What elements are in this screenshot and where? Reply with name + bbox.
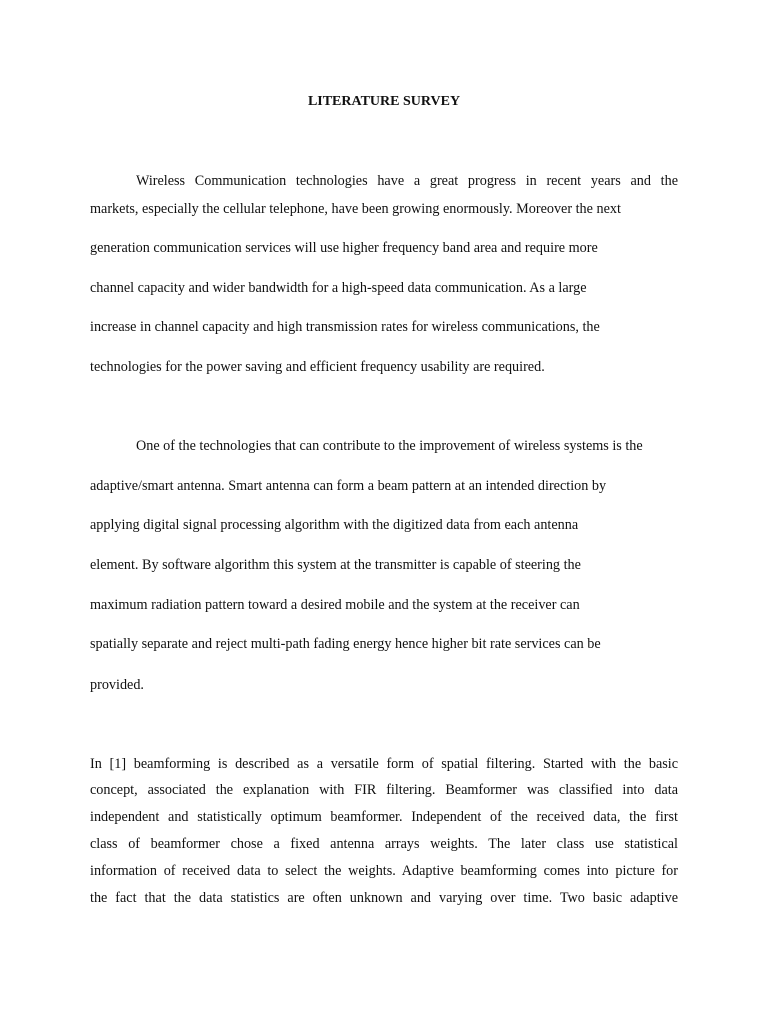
- paragraph-line: increase in channel capacity and high transmission rates for wireless communications, the: [90, 319, 600, 335]
- paragraph-line: information of received data to select the weights. Adaptive beamforming comes into picture for: [90, 863, 678, 879]
- paragraph-line: the fact that the data statistics are often unknown and varying over time. Two basic adaptive: [90, 890, 678, 906]
- paragraph-line: applying digital signal processing algorithm with the digitized data from each antenna: [90, 517, 579, 533]
- paragraph-line: Wireless Communication technologies have a great progress in recent years and the: [136, 173, 678, 189]
- paragraph-line: markets, especially the cellular telephone, have been growing enormously. Moreover the next: [90, 201, 621, 217]
- paragraph-line: independent and statistically optimum beamformer. Independent of the received data, the first: [90, 809, 678, 825]
- paragraph-line: class of beamformer chose a fixed antenna arrays weights. The later class use statistical: [90, 836, 678, 852]
- paragraph-line: generation communication services will use higher frequency band area and require more: [90, 240, 598, 256]
- paragraph-line: adaptive/smart antenna. Smart antenna can form a beam pattern at an intended direction by: [90, 478, 607, 494]
- paragraph-line: In [1] beamforming is described as a versatile form of spatial filtering. Started with the basic: [90, 756, 678, 772]
- paragraph-line: provided.: [90, 677, 144, 693]
- paragraph-line: element. By software algorithm this system at the transmitter is capable of steering the: [90, 557, 581, 573]
- paragraph-line: maximum radiation pattern toward a desired mobile and the system at the receiver can: [90, 597, 580, 613]
- paragraph-line: One of the technologies that can contribute to the improvement of wireless systems is the: [136, 438, 643, 454]
- page-title: LITERATURE SURVEY: [307, 94, 461, 109]
- paragraph-line: concept, associated the explanation with FIR filtering. Beamformer was classified into data: [90, 782, 678, 798]
- paragraph-line: technologies for the power saving and efficient frequency usability are required.: [90, 359, 545, 375]
- paragraph-line: spatially separate and reject multi-path fading energy hence higher bit rate services can be: [90, 636, 601, 652]
- paragraph-line: channel capacity and wider bandwidth for a high-speed data communication. As a large: [90, 280, 587, 296]
